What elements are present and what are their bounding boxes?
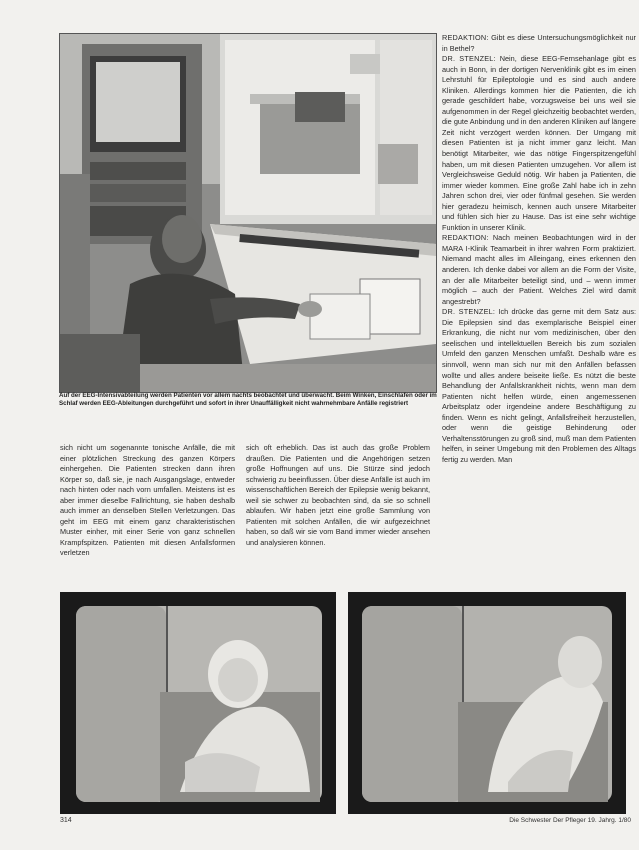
video-still-illustration [60,592,336,814]
text-column-left [60,443,235,575]
video-still-left [60,592,336,814]
speaker-label: REDAKTION: [442,33,489,42]
column-middle-text: sich oft erheblich. Das ist auch das große Problem draußen. Die Patienten und die Angehörigen setzen große Hoffnungen auf uns. Die Stürze sind jedoch schwierig zu beeinflussen. Über diese Anfälle ist auch im wissenschaftlichen Bereich der Epilepsie wenig bekannt, weil sie schwer zu beobachten sind, da sie so schnell ablaufen. Wir haben jetzt eine große Sammlung von Patienten mit solchen Anfällen, die wir aufgezeichnet haben, so daß wir sie vom Band immer wieder ansehen und analysieren können. [246,443,430,547]
video-still-right [348,592,626,814]
text-column-right [442,33,636,577]
paragraph-text: Ich drücke das gerne mit dem Satz aus: Die Epilepsien sind das exemplarische Beispiel einer Erkrankung, die nicht nur vom medizinischen, über den seelischen und intellektuellen Bereich bis zum sozialen Umfeld den ganzen Menschen umfaßt. Deshalb wäre es sinnvoll, wenn man sich nur mit den Anfällen befassen wollte und alles andere beiseite ließe. Es nützt die beste Behandlung der Anfallskrankheit nichts, wenn man dem Patienten nicht helfen würde, einen angemessenen Arbeitsplatz oder irgendeine andere Beschäftigung zu finden. Wenn es nicht gelingt, Anfallsfreiheit herzustellen, oder wenn die geistige Behinderung oder Verhaltensstörungen zu groß sind, muß man dem Patienten helfen, in seiner Umgebung mit den Problemen des Alltags fertig zu werden. Man [442,307,636,464]
interview-paragraph [442,33,636,54]
page-number: 314 [60,817,72,824]
interview-paragraph [442,233,636,307]
photo-caption: Auf der EEG-Intensivabteilung werden Patienten vor allem nachts beobachtet und überwacht. Beim Winken, Einschlafen oder im Schlaf werden EEG-Ableitungen durchgeführt und sofort in ihrer Unauffälligkeit nicht wahrnehmbare Anfälle registriert [59,392,437,407]
speaker-label: DR. STENZEL: [442,54,496,64]
paragraph-text: Gibt es diese Untersuchungsmöglichkeit nur in Bethel? [442,33,636,53]
text-column-middle [246,443,430,575]
eeg-monitoring-photo [59,33,437,393]
column-left-text: sich nicht um sogenannte tonische Anfälle, die mit einer plötzlichen Streckung des ganzen Körpers einhergehen. Die Patienten strecken dann ihren Körper so, daß sie, je nach Ausgangslage, entweder nach hinten oder nach vorn umfallen. Meistens ist es aber immer dieselbe Fallrichtung, sie haben deshalb auch immer an denselben Stellen Verletzungen. Das geht im EEG mit einem ganz charakteristischen Muster einher, mit einer Serie von ganz schnellen Krampfspitzen. Patienten mit diesen Anfallsformen verletzen [60,443,235,558]
journal-footer: Die Schwester Der Pfleger 19. Jahrg. 1/80 [509,817,631,824]
interview-paragraph [442,54,636,233]
video-still-illustration [348,592,626,814]
interview-paragraph [442,307,636,465]
paragraph-text: Nein, diese EEG-Fernsehanlage gibt es auch in Bonn, in der dortigen Nervenklinik gibt es im einen Lehrstuhl für Epileptologie und es sind auch andere Kliniken. Allerdings kommen hier die Patienten, die ich gerade geschildert habe, vorzugsweise bei uns weil sie aufgenommen in der Regel gleichzeitig beobachtet werden, die gute Anbindung und in den anderen Kliniken auf längere Zeit nicht verzögert werden können. Der Umgang mit diesen Patienten ist ja nicht immer ganz leicht. Man benötigt Mitarbeiter, wie das nötige Fingerspitzengefühl haben, um mit diesen Patienten umzugehen. Vor allem ist Vergleichsweise Geduld nötig. Wir haben ja Patienten, die immer wieder kommen. Eine große Zahl habe ich in zehn Jahren schon drei, vier oder fünfmal gesehen. Sie werden hier geradezu heimisch, kennen auch unsere Mitarbeiter und fühlen sich hier zu Hause. Das ist eine sehr wichtige Funktion in unserer Klinik. [442,54,636,232]
speaker-label: DR. STENZEL: [442,307,496,317]
paragraph-text: Nach meinen Beobachtungen wird in der MARA I-Klinik Teamarbeit in ihrer wahren Form praktiziert. Niemand macht alles im Alleingang, eines erkennen den anderen. Ich denke dabei vor allem an die Form der Visite, an der alle Mitarbeiter beteiligt sind, und – wenn immer möglich – auch der Patient. Welches Ziel wird damit angestrebt? [442,233,636,306]
photo-illustration [60,34,436,392]
speaker-label: REDAKTION: [442,233,489,243]
